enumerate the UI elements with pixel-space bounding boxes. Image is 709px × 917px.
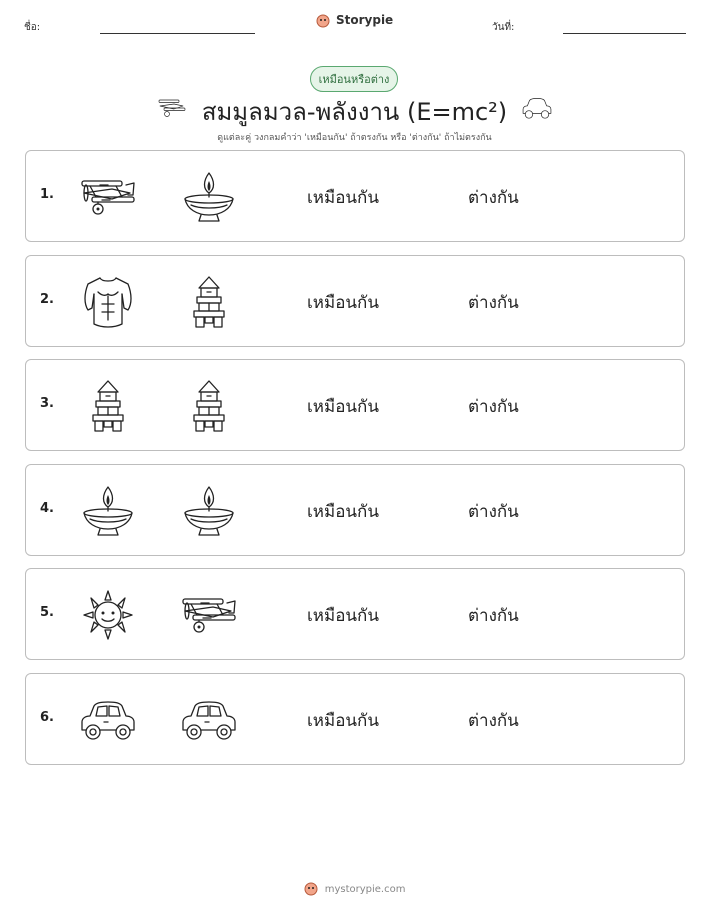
question-number: 2. bbox=[40, 291, 54, 307]
brand-name: Storypie bbox=[335, 13, 394, 27]
question-list bbox=[25, 150, 685, 777]
storypie-logo-icon bbox=[316, 14, 330, 28]
question-row bbox=[25, 255, 685, 347]
footer bbox=[0, 882, 709, 896]
biplane-icon bbox=[179, 587, 239, 643]
question-row bbox=[25, 359, 685, 451]
question-number: 3. bbox=[40, 396, 54, 411]
sun-icon bbox=[78, 587, 138, 643]
different-option[interactable]: ต่างกัน bbox=[468, 606, 519, 626]
car-icon bbox=[520, 93, 554, 123]
block-tower-icon bbox=[179, 378, 239, 434]
question-number: 5. bbox=[40, 605, 54, 620]
question-row bbox=[25, 150, 685, 242]
different-option[interactable]: ต่างกัน bbox=[468, 188, 519, 208]
biplane-icon bbox=[78, 169, 138, 225]
different-option[interactable]: ต่างกัน bbox=[468, 710, 519, 731]
same-option[interactable]: เหมือนกัน bbox=[307, 606, 379, 626]
different-option[interactable]: ต่างกัน bbox=[468, 292, 519, 313]
same-option[interactable]: เหมือนกัน bbox=[307, 710, 379, 731]
block-tower-icon bbox=[78, 378, 138, 434]
page-title: สมมูลมวล-พลังงาน (E=mc²) bbox=[201, 98, 508, 126]
torso-icon bbox=[78, 274, 138, 330]
same-option[interactable]: เหมือนกัน bbox=[307, 292, 379, 313]
block-tower-icon bbox=[179, 274, 239, 330]
oil-lamp-icon bbox=[179, 169, 239, 225]
activity-badge: เหมือนหรือต่าง bbox=[310, 66, 398, 92]
name-label: ชื่อ: bbox=[24, 22, 41, 33]
name-field-line[interactable] bbox=[100, 33, 255, 34]
same-option[interactable]: เหมือนกัน bbox=[307, 397, 379, 417]
oil-lamp-icon bbox=[179, 483, 239, 539]
question-row bbox=[25, 464, 685, 556]
question-number: 1. bbox=[40, 187, 54, 202]
storypie-logo-icon bbox=[304, 882, 318, 896]
oil-lamp-icon bbox=[78, 483, 138, 539]
brand bbox=[0, 13, 709, 28]
car-icon bbox=[179, 692, 239, 748]
footer-url: mystorypie.com bbox=[324, 884, 406, 895]
question-row bbox=[25, 568, 685, 660]
instructions: ดูแต่ละคู่ วงกลมคำว่า 'เหมือนกัน' ถ้าตรงกัน หรือ 'ต่างกัน' ถ้าไม่ตรงกัน bbox=[217, 133, 492, 143]
question-row bbox=[25, 673, 685, 765]
question-number: 4. bbox=[40, 500, 54, 516]
same-option[interactable]: เหมือนกัน bbox=[307, 501, 379, 522]
different-option[interactable]: ต่างกัน bbox=[468, 501, 519, 522]
date-label: วันที่: bbox=[492, 22, 515, 33]
question-number: 6. bbox=[40, 709, 54, 725]
same-option[interactable]: เหมือนกัน bbox=[307, 188, 379, 208]
date-field-line[interactable] bbox=[563, 33, 686, 34]
car-icon bbox=[78, 692, 138, 748]
different-option[interactable]: ต่างกัน bbox=[468, 397, 519, 417]
